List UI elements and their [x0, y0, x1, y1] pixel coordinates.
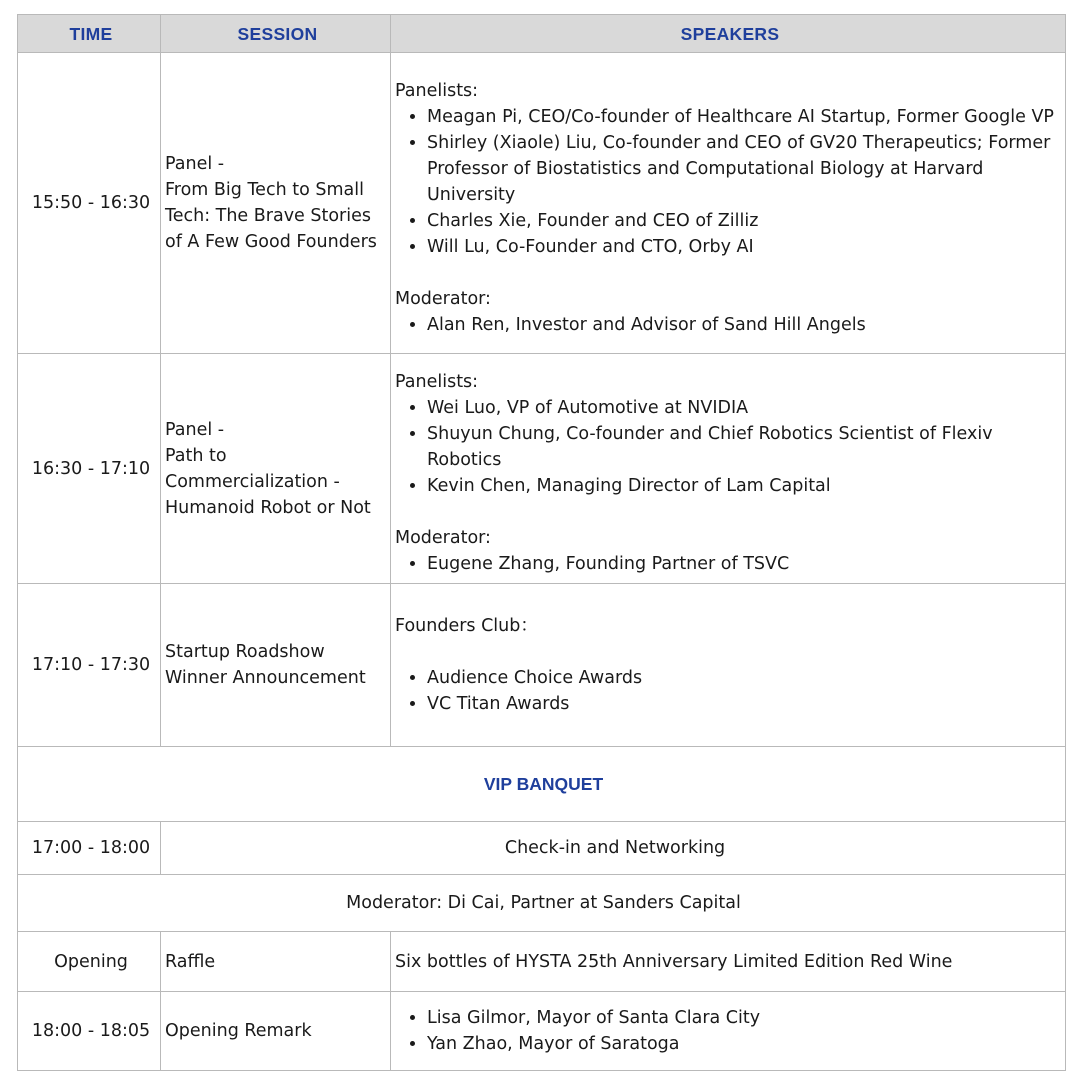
list-item: • Shuyun Chung, Co-founder and Chief Robotics Scientist of Flexiv Robotics [427, 421, 1065, 473]
list-item: • Alan Ren, Investor and Advisor of Sand Hill Angels [427, 312, 1065, 338]
remark-time: 18:00 - 18:05 [18, 992, 161, 1071]
session-time: 15:50 - 16:30 [18, 53, 161, 354]
remark-speakers [391, 992, 1066, 1071]
session-time: 16:30 - 17:10 [18, 354, 161, 584]
session-title [161, 354, 391, 584]
header-row [18, 15, 1066, 53]
list-item: • Shirley (Xiaole) Liu, Co-founder and CEO of GV20 Therapeutics; Former Professor of Biostatistics and Computational Biology at Harvard University [427, 130, 1065, 208]
remark-row [18, 992, 1066, 1071]
list-item: • Meagan Pi, CEO/Co-founder of Healthcare AI Startup, Former Google VP [427, 104, 1065, 130]
session-row [18, 53, 1066, 354]
panelists-label: Panelists: [395, 80, 479, 101]
panelists-label: Panelists: [395, 372, 479, 392]
banquet-row [18, 747, 1066, 822]
session-header: SESSION [161, 15, 391, 53]
banquet-moderator: Moderator: Di Cai, Partner at Sanders Capital [18, 875, 1066, 932]
list-item: • Lisa Gilmor, Mayor of Santa Clara City [427, 1005, 1065, 1031]
list-item: • Kevin Chen, Managing Director of Lam Capital [427, 473, 1065, 499]
panelists-list [395, 104, 1065, 260]
list-item: • Charles Xie, Founder and CEO of Zilliz [427, 208, 1065, 234]
session-type: Panel - [165, 419, 225, 440]
opening-time: Opening [18, 932, 161, 992]
awards-list [395, 665, 1065, 717]
panelists-list [395, 395, 1065, 499]
checkin-row [18, 822, 1066, 875]
moderator-list [395, 551, 1065, 577]
moderator-list [395, 312, 1065, 338]
opening-session: Raffle [161, 932, 391, 992]
checkin-time: 17:00 - 18:00 [18, 822, 161, 875]
session-name: Path to Commercialization - Humanoid Robot or Not [165, 445, 371, 518]
list-item: • Audience Choice Awards [427, 665, 1065, 691]
list-item: • Wei Luo, VP of Automotive at NVIDIA [427, 395, 1065, 421]
opening-text: Six bottles of HYSTA 25th Anniversary Limited Edition Red Wine [391, 932, 1066, 992]
moderator-label: Moderator: [395, 528, 491, 548]
moderator-row [18, 875, 1066, 932]
session-type: Panel - [165, 154, 225, 174]
moderator-label: Moderator: [395, 288, 491, 309]
session-title [161, 53, 391, 354]
session-name: From Big Tech to Small Tech: The Brave Stories of A Few Good Founders [165, 180, 377, 252]
session-name: Startup Roadshow Winner Announcement [165, 642, 366, 688]
list-item: • Eugene Zhang, Founding Partner of TSVC [427, 551, 1065, 577]
remark-list [395, 1005, 1065, 1057]
list-item: • Will Lu, Co-Founder and CTO, Orby AI [427, 234, 1065, 260]
opening-row [18, 932, 1066, 992]
session-time: 17:10 - 17:30 [18, 584, 161, 747]
speakers-header: SPEAKERS [391, 15, 1066, 53]
session-row [18, 584, 1066, 747]
remark-session: Opening Remark [161, 992, 391, 1071]
session-row [18, 354, 1066, 584]
speakers-cell [391, 584, 1066, 747]
time-header: TIME [18, 15, 161, 53]
founders-club-label: Founders Club： [395, 616, 538, 636]
checkin-text: Check-in and Networking [161, 822, 1066, 875]
agenda-table [17, 14, 1066, 1071]
list-item: • VC Titan Awards [427, 691, 1065, 717]
list-item: • Yan Zhao, Mayor of Saratoga [427, 1031, 1065, 1057]
speakers-cell [391, 53, 1066, 354]
speakers-cell [391, 354, 1066, 584]
banquet-title: VIP BANQUET [18, 747, 1066, 822]
session-title [161, 584, 391, 747]
